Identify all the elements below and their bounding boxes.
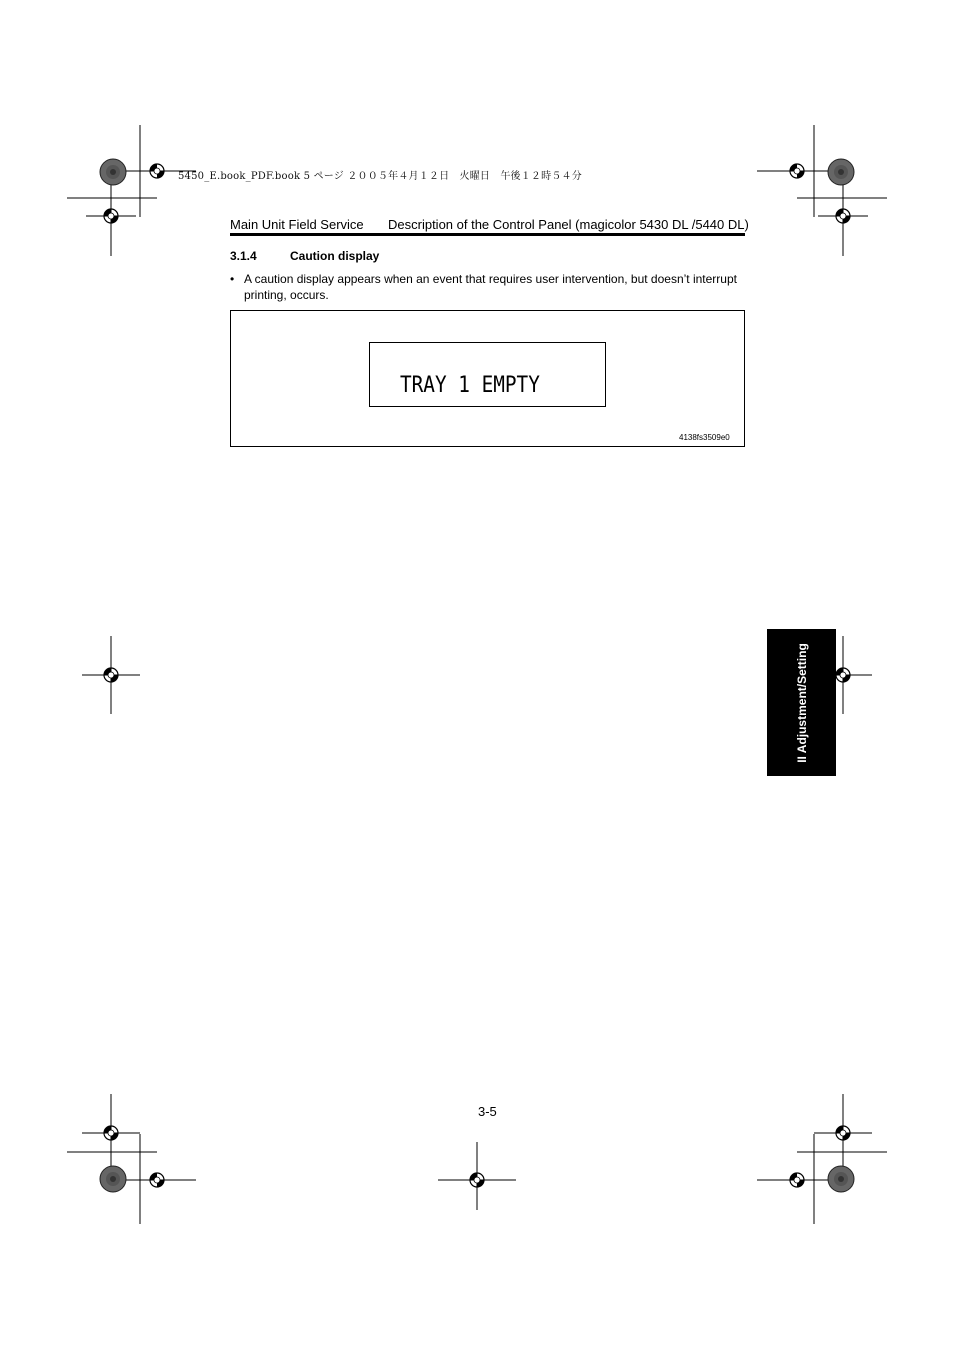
running-header-right: Description of the Control Panel (magicolor 5430 DL /5440 DL) [388,217,749,232]
chapter-tab [767,629,836,776]
running-header-left: Main Unit Field Service [230,217,364,232]
bullet-text: A caution display appears when an event that requires user intervention, but doesn’t interrupt printing, occurs. [244,272,737,302]
section-number: 3.1.4 [230,249,257,263]
bullet-symbol: • [230,272,235,286]
print-info-line: 5450_E.book_PDF.book 5 ページ ２００５年４月１２日 火曜日 午後１２時５４分 [178,171,582,182]
section-title: Caution display [290,249,380,263]
page-number: 3-5 [478,1104,497,1119]
chapter-tab-label: II Adjustment/Setting [794,642,809,763]
figure-code: 4138fs3509e0 [679,433,730,442]
header-rule [230,233,745,236]
lcd-message: TRAY 1 EMPTY [400,373,540,398]
